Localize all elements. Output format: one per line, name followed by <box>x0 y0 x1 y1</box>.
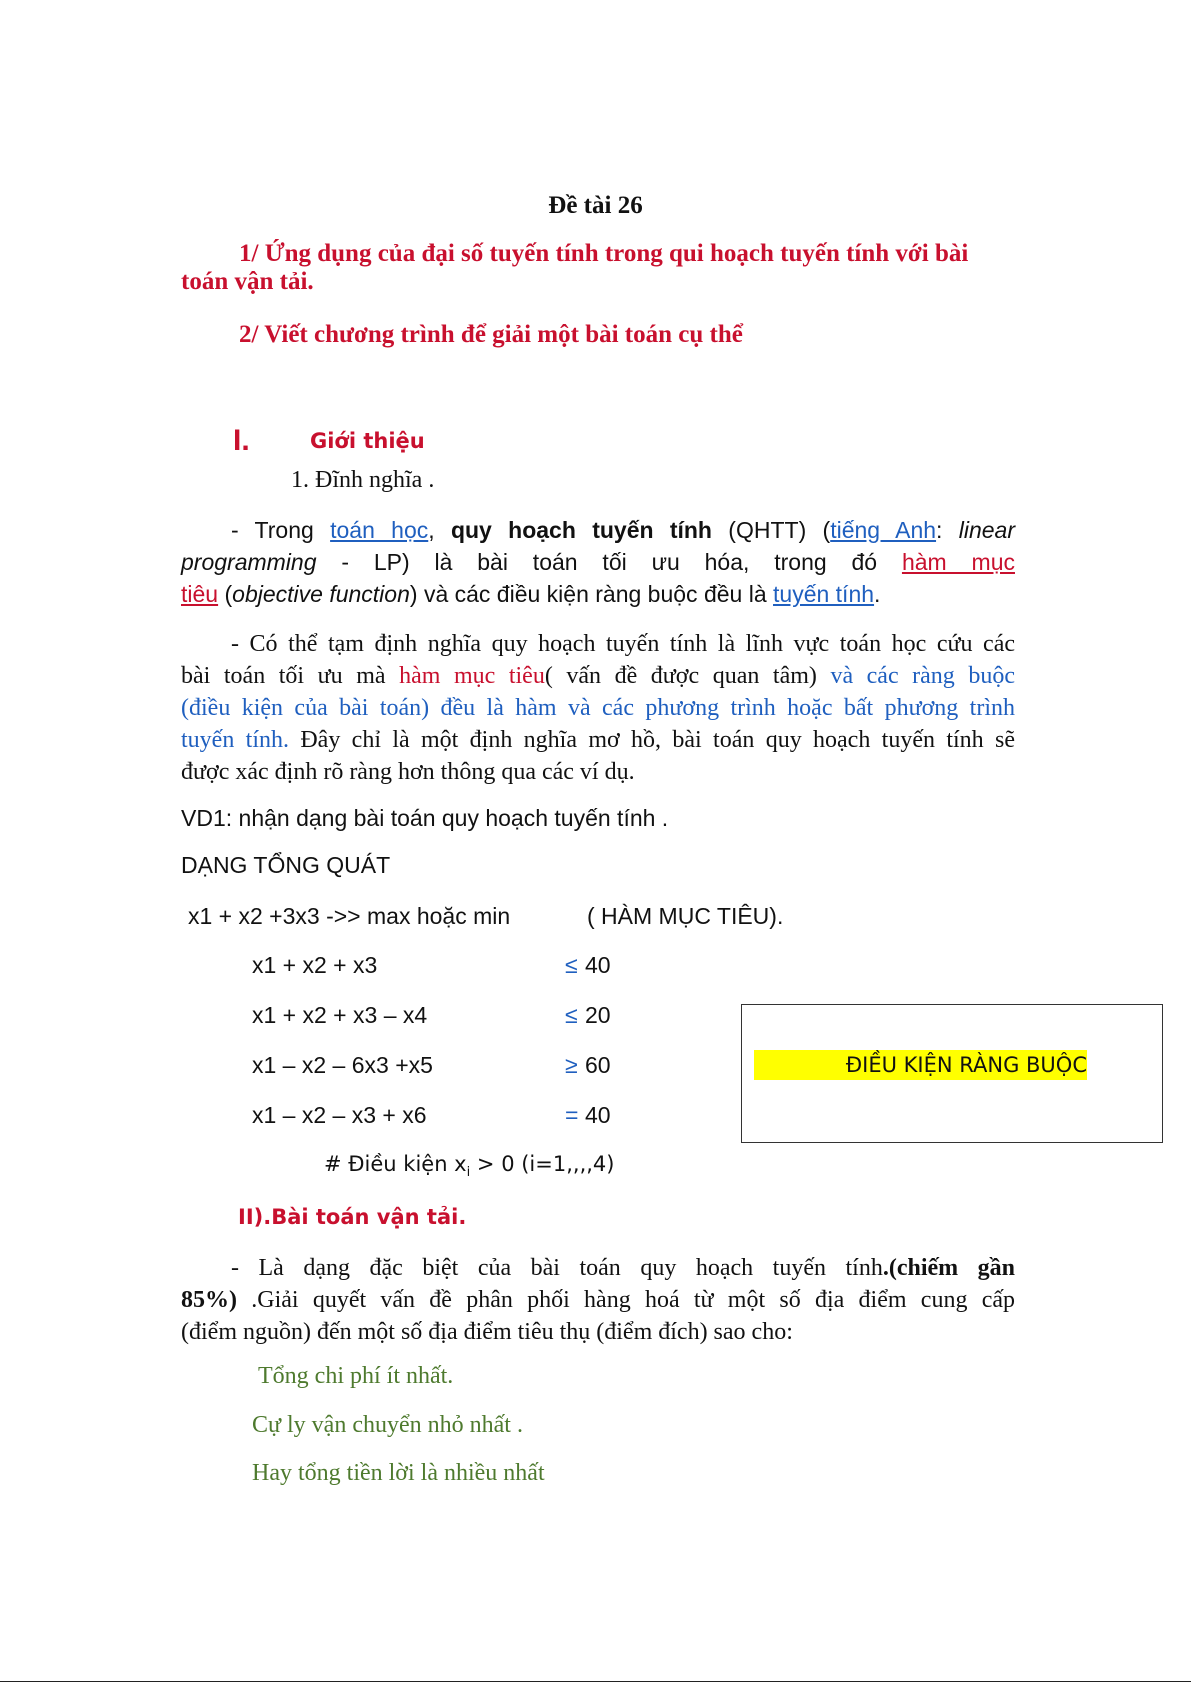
objective-label: ( HÀM MỤC TIÊU). <box>587 903 784 929</box>
topic-1-line-2: toán vận tải. <box>181 268 314 295</box>
link-ham-muc-tieu-cont[interactable]: tiêu <box>181 581 219 607</box>
constraint-4-lhs: x1 – x2 – x3 + x6 <box>252 1102 427 1128</box>
constraint-1-lhs: x1 + x2 + x3 <box>252 952 378 978</box>
constraints-label: ĐIỀU KIỆN RÀNG BUỘC <box>754 1050 1087 1080</box>
nonnegativity-condition: # Điều kiện $x_i > 0$ (i=1,,,,4) <box>324 1152 615 1181</box>
constraint-1-rhs: 40 <box>585 952 611 978</box>
section-1-number: I. <box>233 424 250 457</box>
page-bottom-rule <box>0 1681 1191 1682</box>
constraint-2-sign: ≤ <box>565 1002 578 1028</box>
paragraph-definition: - Trong toán học, quy hoạch tuyến tính (QHTT) (tiếng Anh: linear programming - LP) là bài toán tối ưu hóa, trong đó hàm mục tiêu (objective function) và các điều kiện ràng buộc đều là tuyến tính. <box>181 517 1016 607</box>
page-title: Đề tài 26 <box>548 192 643 219</box>
topic-2: 2/ Viết chương trình để giải một bài toán cụ thể <box>239 321 743 348</box>
constraint-4-rhs: 40 <box>585 1102 611 1128</box>
constraint-2-lhs: x1 + x2 + x3 – x4 <box>252 1002 428 1028</box>
goal-3: Hay tổng tiền lời là nhiều nhất <box>252 1460 545 1486</box>
paragraph-informal-definition: - Có thể tạm định nghĩa quy hoạch tuyến tính là lĩnh vực toán học cứu các bài toán tối ưu mà hàm mục tiêu( vấn đề được quan tâm) và các ràng buộc (điều kiện của bài toán) đều là hàm và các phương trình hoặc bất phương trình tuyến tính. Đây chỉ là một định nghĩa mơ hồ, bài toán quy hoạch tuyến tính sẽ được xác định rõ ràng hơn thông qua các ví dụ. <box>181 631 1016 785</box>
goal-1: Tổng chi phí ít nhất. <box>258 1363 454 1389</box>
constraint-3-lhs: x1 – x2 – 6x3 +x5 <box>252 1052 433 1078</box>
constraint-3-sign: ≥ <box>565 1052 578 1078</box>
section-2-title: II).Bài toán vận tải. <box>238 1205 467 1229</box>
constraint-1-sign: ≤ <box>565 952 578 978</box>
topic-1-line-1: 1/ Ứng dụng của đại số tuyến tính trong qui hoạch tuyến tính với bài <box>239 240 969 267</box>
constraint-2-rhs: 20 <box>585 1002 611 1028</box>
objective-function: x1 + x2 +3x3 ->> max hoặc min <box>188 903 511 929</box>
paragraph-transport: - Là dạng đặc biệt của bài toán quy hoạch tuyến tính.(chiếm gần 85%) .Giải quyết vấn đề phân phối hàng hoá từ một số địa điểm cung cấp (điểm nguồn) đến một số địa điểm tiêu thụ (điểm đích) sao cho: <box>181 1255 1015 1345</box>
constraint-4-sign: = <box>565 1102 579 1128</box>
topic-1 <box>181 240 1015 296</box>
link-tieng-anh[interactable]: tiếng Anh <box>830 517 937 543</box>
definition-heading: 1. Đĩnh nghĩa . <box>291 467 435 493</box>
example-1-heading: VD1: nhận dạng bài toán quy hoạch tuyến tính . <box>181 805 669 831</box>
link-tuyen-tinh[interactable]: tuyến tính <box>773 581 875 607</box>
constraint-3-rhs: 60 <box>585 1052 611 1078</box>
constraints-label-box <box>741 1004 1163 1143</box>
general-form-heading: DẠNG TỔNG QUÁT <box>181 852 391 878</box>
section-1-title: Giới thiệu <box>310 429 425 453</box>
link-ham-muc-tieu[interactable]: hàm mục <box>901 549 1015 575</box>
goal-2: Cự ly vận chuyển nhỏ nhất . <box>252 1412 523 1438</box>
link-toan-hoc[interactable]: toán học <box>330 517 429 543</box>
